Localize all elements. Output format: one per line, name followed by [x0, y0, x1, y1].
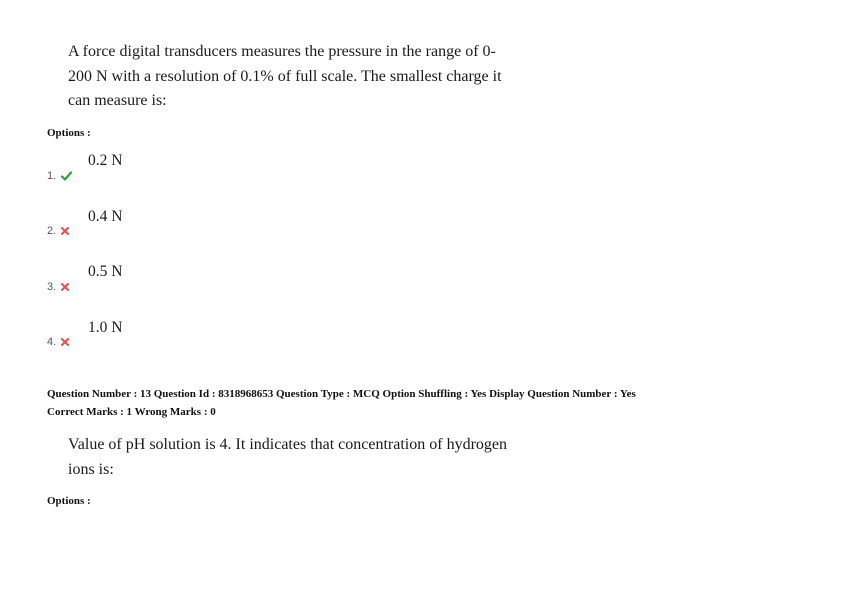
- option-2-marker: [47, 225, 69, 237]
- option-1-number: 1.: [47, 170, 57, 182]
- option-4-text: 1.0 N: [88, 319, 123, 336]
- option-3-marker: [47, 281, 69, 293]
- cross-icon: [61, 338, 69, 346]
- options-label: Options :: [47, 127, 91, 139]
- option-1-marker: [47, 170, 72, 182]
- cross-icon: [61, 227, 69, 235]
- marks-meta: Correct Marks : 1 Wrong Marks : 0: [47, 406, 216, 418]
- question-text-line: 200 N with a resolution of 0.1% of full scale. The smallest charge it: [68, 67, 502, 85]
- check-icon: [61, 171, 72, 181]
- question-meta: Question Number : 13 Question Id : 8318968653 Question Type : MCQ Option Shuffling : Yes Display Question Number : Yes: [47, 388, 636, 400]
- cross-icon: [61, 283, 69, 291]
- question-text-line: A force digital transducers measures the pressure in the range of 0-: [68, 43, 496, 60]
- option-2-text: 0.4 N: [88, 208, 123, 225]
- option-1-text: 0.2 N: [88, 152, 123, 169]
- option-4-number: 4.: [47, 336, 57, 348]
- option-4-marker: [47, 336, 69, 348]
- option-3-text: 0.5 N: [88, 263, 123, 280]
- options-label: Options :: [47, 495, 91, 507]
- option-3-number: 3.: [47, 281, 57, 293]
- question-text-line: ions is:: [68, 460, 114, 478]
- question-text: [68, 40, 608, 114]
- question-text-line: Value of pH solution is 4. It indicates that concentration of hydrogen: [68, 436, 508, 453]
- option-2-number: 2.: [47, 225, 57, 237]
- question-text-line: can measure is:: [68, 92, 167, 109]
- question-text: [68, 433, 608, 482]
